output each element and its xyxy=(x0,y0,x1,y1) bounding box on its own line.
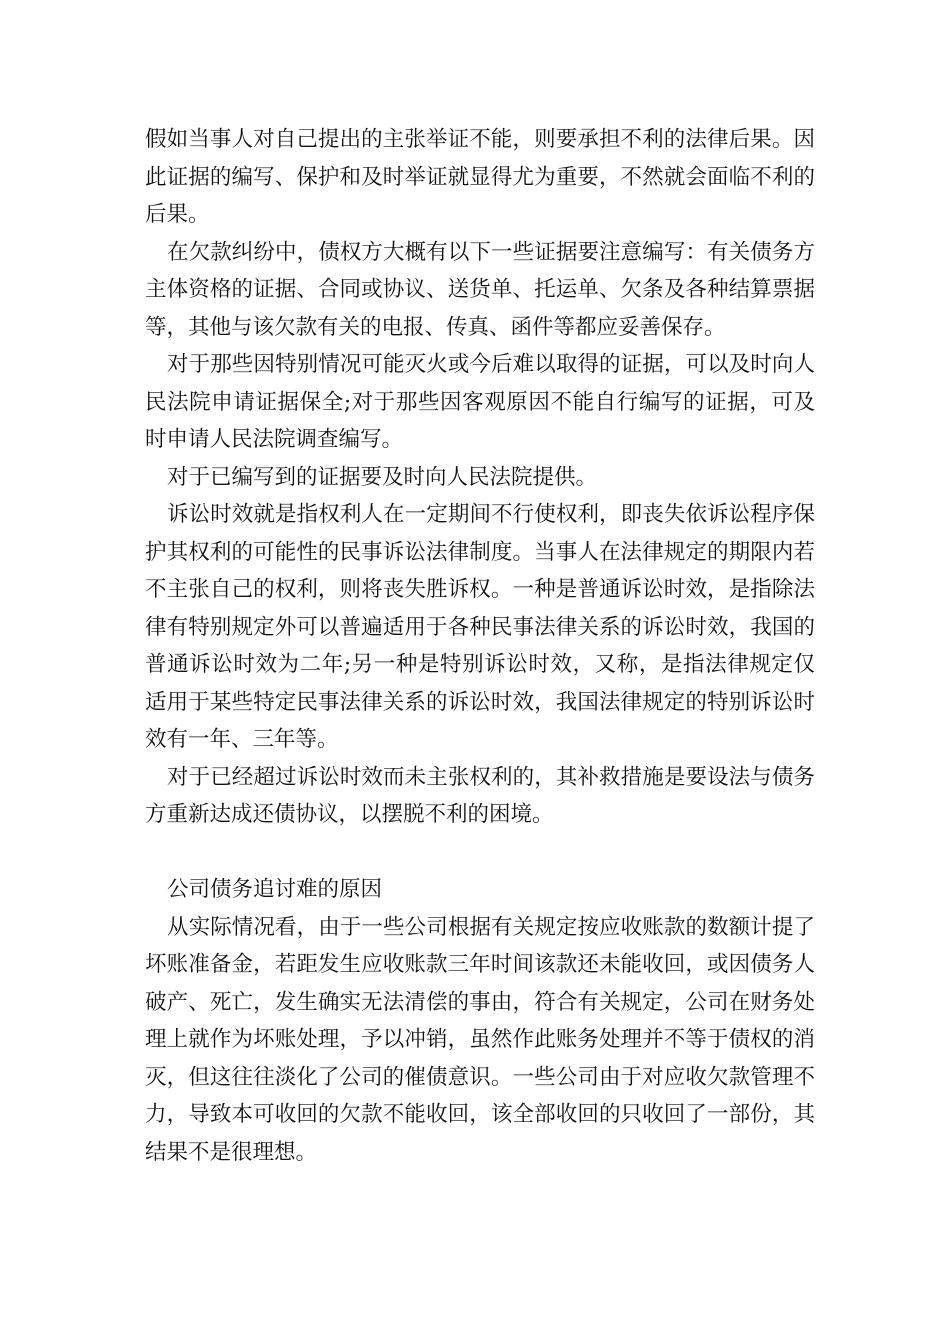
paragraph-limitation-period: 诉讼时效就是指权利人在一定期间不行使权利，即丧失依诉讼程序保护其权利的可能性的民事诉讼法律制度。当事人在法律规定的期限内若不主张自己的权利，则将丧失胜诉权。一种是普通诉讼时效，是指除法律有特别规定外可以普遍适用于各种民事法律关系的诉讼时效，我国的普通诉讼时效为二年;另一种是特别诉讼时效，又称，是指法律规定仅适用于某些特定民事法律关系的诉讼时效，我国法律规定的特别诉讼时效有一年、三年等。 xyxy=(145,502,815,752)
paragraph-provide-evidence: 对于已编写到的证据要及时向人民法院提供。 xyxy=(167,464,598,490)
paragraph-difficulty-reasons: 从实际情况看，由于一些公司根据有关规定按应收账款的数额计提了坏账准备金，若距发生应收账款三年时间该款还未能收回，或因债务人破产、死亡，发生确实无法清偿的事由，符合有关规定，公司在财务处理上就作为坏账处理，予以冲销，虽然作此账务处理并不等于债权的消灭，但这往往淡化了公司的催债意识。一些公司由于对应收欠款管理不力，导致本可收回的欠款不能收回，该全部收回的只收回了一部份，其结果不是很理想。 xyxy=(145,914,815,1165)
section-heading: 公司债务追讨难的原因 xyxy=(167,877,383,902)
paragraph-remedy: 对于已经超过诉讼时效而未主张权利的，其补救措施是要设法与债务方重新达成还债协议，以摆脱不利的困境。 xyxy=(145,764,815,827)
paragraph-burden-of-proof: 假如当事人对自己提出的主张举证不能，则要承担不利的法律后果。因此证据的编写、保护和及时举证就显得尤为重要，不然就会面临不利的后果。 xyxy=(145,127,815,227)
paragraph-evidence-list: 在欠款纠纷中，债权方大概有以下一些证据要注意编写：有关债务方主体资格的证据、合同或协议、送货单、托运单、欠条及各种结算票据等，其他与该欠款有关的电报、传真、函件等都应妥善保存。 xyxy=(145,239,815,340)
paragraph-evidence-preservation: 对于那些因特别情况可能灭火或今后难以取得的证据，可以及时向人民法院申请证据保全;对于那些因客观原因不能自行编写的证据，可及时申请人民法院调查编写。 xyxy=(145,352,815,452)
paragraph-spacer xyxy=(145,834,815,872)
document-body xyxy=(145,121,815,1171)
